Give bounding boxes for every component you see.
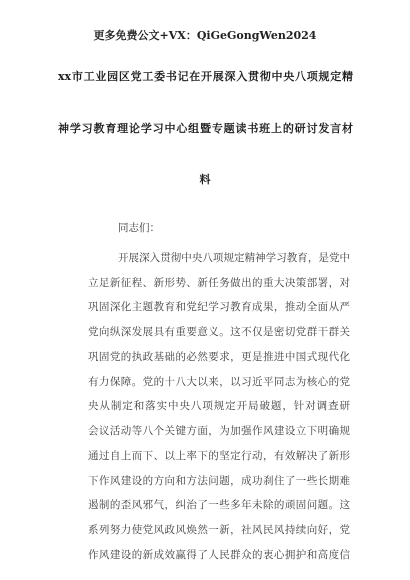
body-line: 党向纵深发展具有重要意义。这不仅是密切党群干群关 [88, 326, 350, 338]
promo-header: 更多免费公文+VX：QiGeGongWen2024 [93, 29, 317, 42]
body-line: 有力保障。党的十八大以来，以习近平同志为核心的党 [88, 376, 350, 388]
title-line: 神学习教育理论学习中心组暨专题读书班上的研讨发言材 [58, 122, 353, 135]
salutation: 同志们： [118, 222, 160, 234]
title-line: xx市工业园区党工委书记在开展深入贯彻中央八项规定精 [58, 70, 353, 83]
body-line: 下作风建设的方向和方法问题，成功刹住了一些长期难 [88, 475, 350, 487]
body-line: 巩固党的执政基础的必然要求，更是推进中国式现代化 [88, 351, 350, 363]
body-line: 开展深入贯彻中央八项规定精神学习教育，是党中 [118, 252, 350, 264]
body-line: 作风建设的新成效赢得了人民群众的衷心拥护和高度信 [88, 549, 350, 561]
title-line: 料 [199, 173, 211, 186]
body-line: 巩固深化主题教育和党纪学习教育成果，推动全面从严 [88, 301, 350, 313]
body-line: 央从制定和落实中央八项规定开局破题，针对调查研 [88, 400, 350, 412]
body-line: 遏制的歪风邪气，纠治了一些多年未除的顽固问题。这 [88, 499, 350, 511]
body-line: 系列努力使党风政风焕然一新，社风民风持续向好，党 [88, 524, 350, 536]
body-line: 会议活动等八个关键方面，为加强作风建设立下明确规 [88, 425, 350, 437]
body-line: 通过自上而下、以上率下的坚定行动，有效解决了新形 [88, 450, 350, 462]
body-line: 立足新征程、新形势、新任务做出的重大决策部署，对 [88, 277, 350, 289]
